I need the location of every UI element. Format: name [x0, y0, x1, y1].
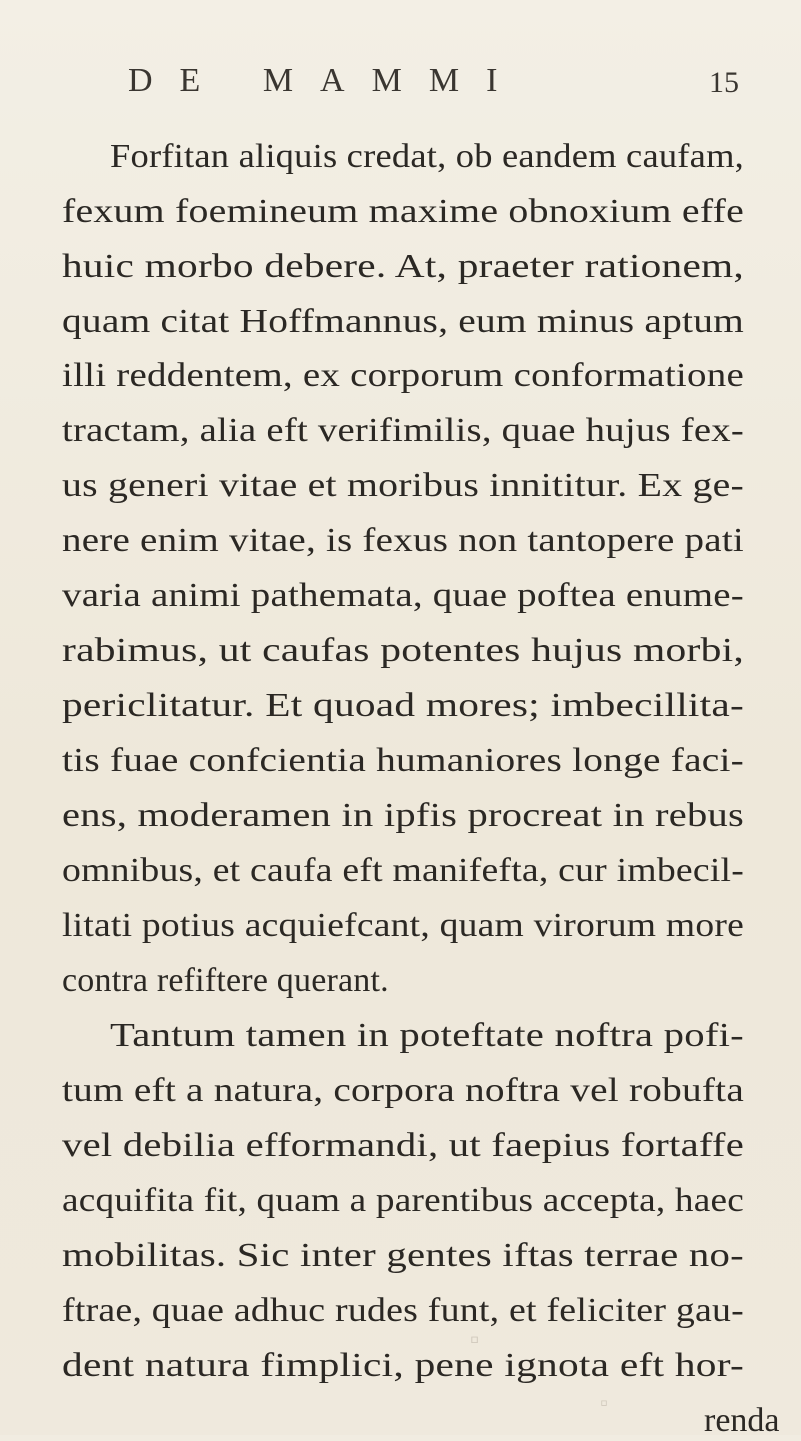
text-line: fexum foemineum maxime obnoxium effe	[62, 193, 744, 230]
text-line: Tantum tamen in poteftate noftra pofi-	[110, 1017, 744, 1054]
text-line: litati potius acquiefcant, quam virorum more	[62, 907, 744, 944]
text-line: us generi vitae et moribus innititur. Ex ge-	[62, 467, 744, 504]
text-line: contra refiftere querant.	[62, 962, 389, 999]
page-number: 15	[709, 66, 739, 99]
text-line: Forfitan aliquis credat, ob eandem caufam,	[110, 138, 744, 175]
running-title: DE MAMMI	[128, 62, 525, 99]
show-through-text: ▫	[600, 1390, 608, 1415]
text-line: quam citat Hoffmannus, eum minus aptum	[62, 303, 744, 340]
text-line: nere enim vitae, is fexus non tantopere pati	[62, 522, 744, 559]
text-line: tis fuae confcientia humaniores longe faci-	[62, 742, 744, 779]
text-line: periclitatur. Et quoad mores; imbecillita-	[62, 687, 744, 724]
text-line: rabimus, ut caufas potentes hujus morbi,	[62, 632, 744, 669]
text-line: ftrae, quae adhuc rudes funt, et feliciter gau-	[62, 1292, 745, 1329]
text-line: omnibus, et caufa eft manifefta, cur imbecil-	[62, 852, 744, 889]
text-line: tractam, alia eft verifimilis, quae hujus fex-	[62, 412, 744, 449]
text-line: ens, moderamen in ipfis procreat in rebus	[62, 797, 744, 834]
text-line: vel debilia efformandi, ut faepius fortaffe	[62, 1127, 744, 1164]
text-line: varia animi pathemata, quae poftea enume-	[62, 577, 744, 614]
text-line: acquifita fit, quam a parentibus accepta, haec	[62, 1182, 744, 1219]
text-line: mobilitas. Sic inter gentes iftas terrae no-	[62, 1237, 744, 1274]
text-line: huic morbo debere. At, praeter rationem,	[62, 248, 744, 285]
text-line: dent natura fimplici, pene ignota eft hor-	[62, 1347, 744, 1384]
text-line: illi reddentem, ex corporum conformatione	[62, 357, 744, 394]
show-through-text: ▫	[470, 1325, 480, 1354]
text-line: tum eft a natura, corpora noftra vel robufta	[62, 1072, 744, 1109]
catchword: renda	[704, 1402, 780, 1439]
